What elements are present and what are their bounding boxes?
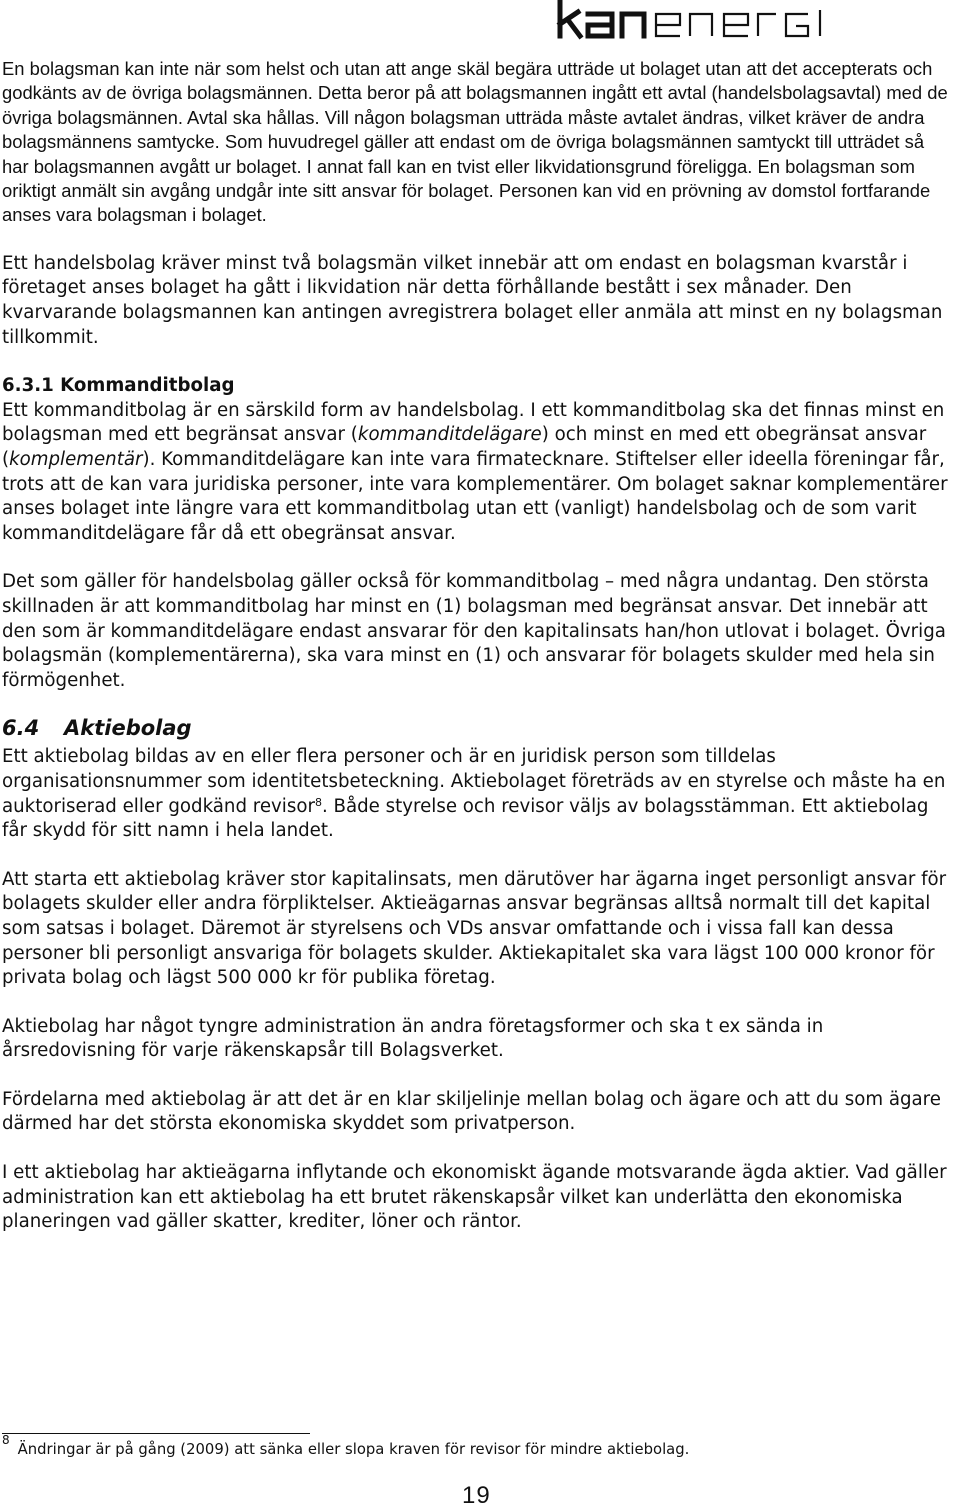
- section-number: 6.4: [2, 716, 40, 741]
- text: . Både styrelse och revisor väljs av bolagsstämman. Ett aktiebolag får skydd för sitt namn i hela landet.: [2, 795, 929, 842]
- kanenergi-logo-mark: [556, 0, 876, 44]
- footnote: [2, 1433, 942, 1460]
- section-title: Kommanditbolag: [60, 375, 235, 397]
- paragraph-aktiebolag-influence: I ett aktiebolag har aktieägarna inflytande och ekonomiskt ägande motsvarande ägda aktier. Vad gäller administration kan ett aktiebolag ha ett brutet räkenskapsår vilket kan underlätta den ekonomiska planeringen vad gäller skatter, krediter, löner och räntor.: [2, 1162, 947, 1233]
- paragraph-aktiebolag-capital: Att starta ett aktiebolag kräver stor kapitalinsats, men därutöver har ägarna inget personligt ansvar för bolagets skulder eller andra förpliktelser. Aktieägarnas ansvar begränsas alltså normalt till det kapital som satsas i bolaget. Däremot är styrelsens och VDs ansvar omfattande och i vissa fall kan dessa personer bli personligt ansvariga för bolagets skulder. Aktiekapitalet ska vara lägst 100 000 kronor för privata bolag och lägst 500 000 kr för publika företag.: [2, 868, 947, 989]
- document-body: [2, 57, 954, 1235]
- footnote-mark: 8: [2, 1433, 10, 1447]
- section-number: 6.3.1: [2, 375, 54, 397]
- paragraph-minimum-partners: Ett handelsbolag kräver minst två bolagsmän vilket innebär att om endast en bolagsman kvarstår i företaget anses bolaget ha gått i likvidation när detta förhållande bestått i sex månader. Den kvarvarande bolagsmannen kan antingen avregistrera bolaget eller anmäla att minst en ny bolagsman tillkommit.: [2, 252, 943, 348]
- text: En bolagsman kan inte när som helst och utan att ange skäl begära utträde ut bolaget utan att det accepterats och godkänts av de övriga bolagsmännen. Detta beror på att bolagsmannen ingått ett avtal (handelsbolagsavtal) med de övriga bolagsmännen. Avtal ska hållas.: [2, 58, 948, 128]
- kanenergi-logo: [556, 0, 876, 44]
- text: Ett kommanditbolag är en särskild form av handelsbolag. I ett kommanditbolag ska det finnas minst en bolagsman med ett begränsat ansvar (: [2, 399, 945, 446]
- text: Vill någon bolagsman utträda måste avtalet ändras, vilket kräver de andra bolagsmännens samtycke.: [2, 106, 925, 153]
- section-title: Aktiebolag: [64, 716, 192, 741]
- section-heading-aktiebolag: [2, 713, 954, 743]
- term-komplementar: komplementär: [9, 449, 143, 470]
- page-number: 19: [462, 1482, 491, 1509]
- section-heading-kommanditbolag: [2, 374, 954, 399]
- footnote-reference[interactable]: 8: [314, 795, 322, 809]
- paragraph-aktiebolag-definition: [2, 745, 954, 843]
- text: Som huvudregel gäller att endast om de övriga bolagsmännen samtyckt till utträdet så har bolagsmannen avgått ur bolaget. I annat fall kan en tvist eller likvidationsgrund föreligga. En bolagsman som oriktigt anmält sin avgång undgår inte sitt ansvar för bolaget. Personen kan vid en prövning av domstol fortfarande anses vara bolagsman i bolaget.: [2, 131, 931, 226]
- term-kommanditdelagare: kommanditdelägare: [357, 424, 542, 446]
- footnote-divider: [2, 1433, 310, 1434]
- footnote-text: Ändringar är på gång (2009) att sänka eller slopa kraven för revisor för mindre aktiebolag.: [17, 1441, 690, 1458]
- paragraph-kommanditbolag-differences: Det som gäller för handelsbolag gäller också för kommanditbolag – med några undantag. Den största skillnaden är att kommanditbolag har minst en (1) bolagsman med begränsat ansvar. Det innebär att den som är kommanditdelägare endast ansvarar för den kapitalinsats han/hon utlovat i bolaget. Övriga bolagsmän (komplementärerna), ska vara minst en (1) och ansvarar för bolagets skulder med hela sin förmögenhet.: [2, 571, 946, 691]
- text: ). Kommanditdelägare kan inte vara firmatecknare. Stiftelser eller ideella föreningar får, trots att de kan vara juridiska personer, inte vara komplementärer. Om bolaget saknar komplementärer anses bolaget inte längre vara ett kommanditbolag utan ett (vanligt) handelsbolag och de som varit kommanditdelägare får då ett obegränsat ansvar.: [2, 449, 948, 544]
- paragraph-aktiebolag-administration: Aktiebolag har något tyngre administration än andra företagsformer och ska t ex sända in årsredovisning för varje räkenskapsår till Bolagsverket.: [2, 1015, 824, 1062]
- paragraph-aktiebolag-advantages: Fördelarna med aktiebolag är att det är en klar skiljelinje mellan bolag och ägare och att du som ägare därmed har det största ekonomiska skyddet som privatperson.: [2, 1088, 941, 1135]
- text: Ett aktiebolag bildas av en eller flera personer och är en juridisk person som tilldelas organisationsnummer som identitetsbeteckning. Aktiebolaget företräds av en styrelse och måste ha en auktoriserad eller godkänd revisor: [2, 746, 946, 817]
- paragraph-withdrawal: [2, 57, 954, 228]
- paragraph-kommanditbolag-definition: [2, 399, 954, 547]
- text: ) och minst en med ett obegränsat ansvar (: [2, 424, 927, 470]
